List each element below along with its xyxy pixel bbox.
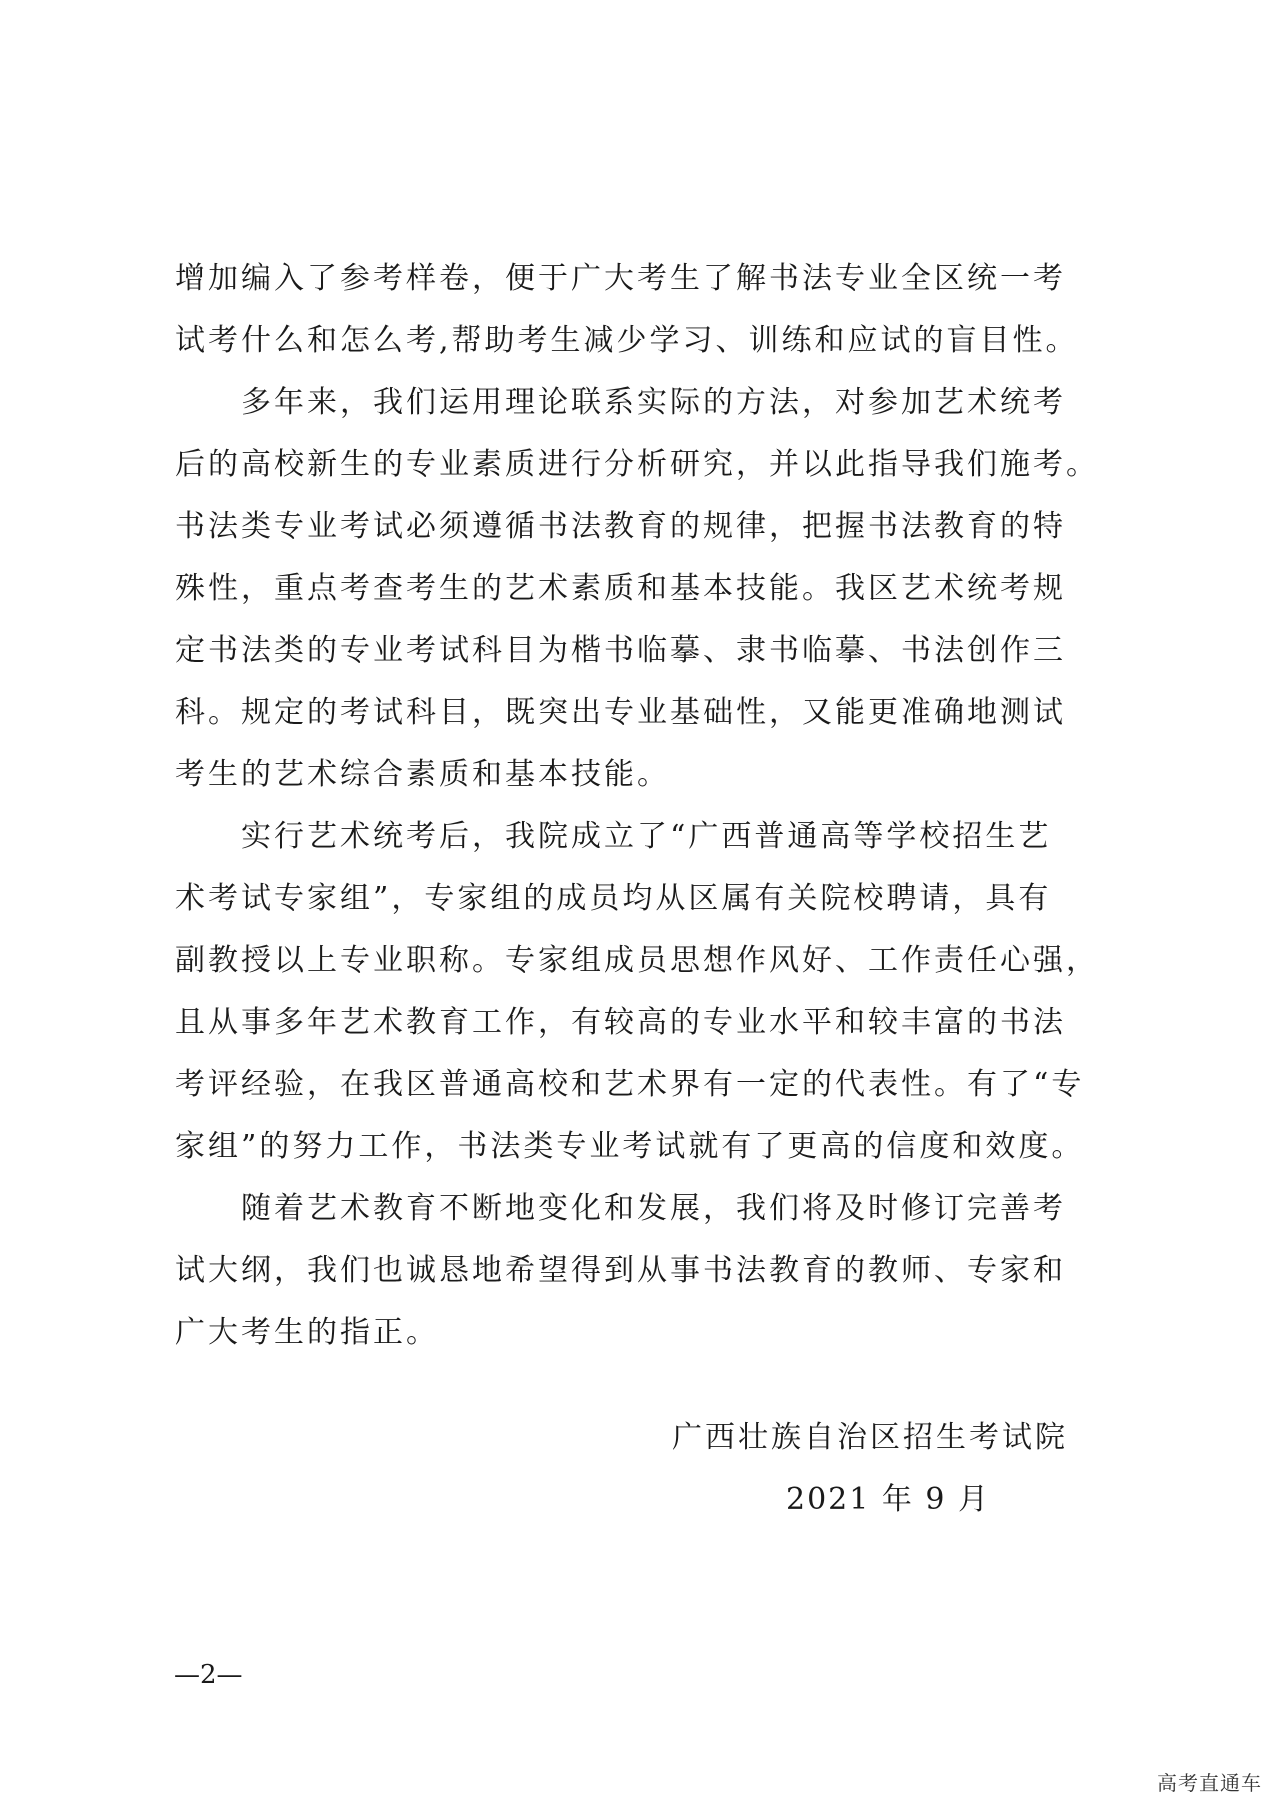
text-line: 家组”的努力工作，书法类专业考试就有了更高的信度和效度。 (175, 1129, 1085, 1164)
text-line: 书法类专业考试必须遵循书法教育的规律，把握书法教育的特 (175, 509, 1066, 544)
text-line: 副教授以上专业职称。专家组成员思想作风好、工作责任心强， (175, 943, 1099, 978)
issuer-signature: 广西壮族自治区招生考试院 (672, 1420, 1068, 1455)
text-line: 考评经验，在我区普通高校和艺术界有一定的代表性。有了“专 (175, 1067, 1085, 1102)
text-line: 科。规定的考试科目，既突出专业基础性，又能更准确地测试 (175, 695, 1066, 730)
text-line: 术考试专家组”，专家组的成员均从区属有关院校聘请，具有 (175, 881, 1052, 916)
text-line: 定书法类的专业考试科目为楷书临摹、隶书临摹、书法创作三 (175, 633, 1066, 668)
text-line: 广大考生的指正。 (175, 1315, 439, 1350)
text-line: 随着艺术教育不断地变化和发展，我们将及时修订完善考 (175, 1191, 1066, 1226)
text-line: 殊性，重点考查考生的艺术素质和基本技能。我区艺术统考规 (175, 571, 1066, 606)
page-number: —2— (174, 1660, 243, 1690)
issue-date: 2021 年 9 月 (786, 1482, 991, 1517)
text-line: 增加编入了参考样卷，便于广大考生了解书法专业全区统一考 (175, 261, 1066, 296)
body-text (175, 248, 1115, 1364)
text-line: 且从事多年艺术教育工作，有较高的专业水平和较丰富的书法 (175, 1005, 1066, 1040)
text-line: 实行艺术统考后，我院成立了“广西普通高等学校招生艺 (175, 819, 1052, 854)
text-line: 后的高校新生的专业素质进行分析研究，并以此指导我们施考。 (175, 447, 1099, 482)
watermark: 高考直通车 (1157, 1771, 1262, 1795)
text-line: 多年来，我们运用理论联系实际的方法，对参加艺术统考 (175, 385, 1066, 420)
text-line: 试考什么和怎么考,帮助考生减少学习、训练和应试的盲目性。 (175, 323, 1079, 358)
text-line: 考生的艺术综合素质和基本技能。 (175, 757, 670, 792)
text-line: 试大纲，我们也诚恳地希望得到从事书法教育的教师、专家和 (175, 1253, 1066, 1288)
